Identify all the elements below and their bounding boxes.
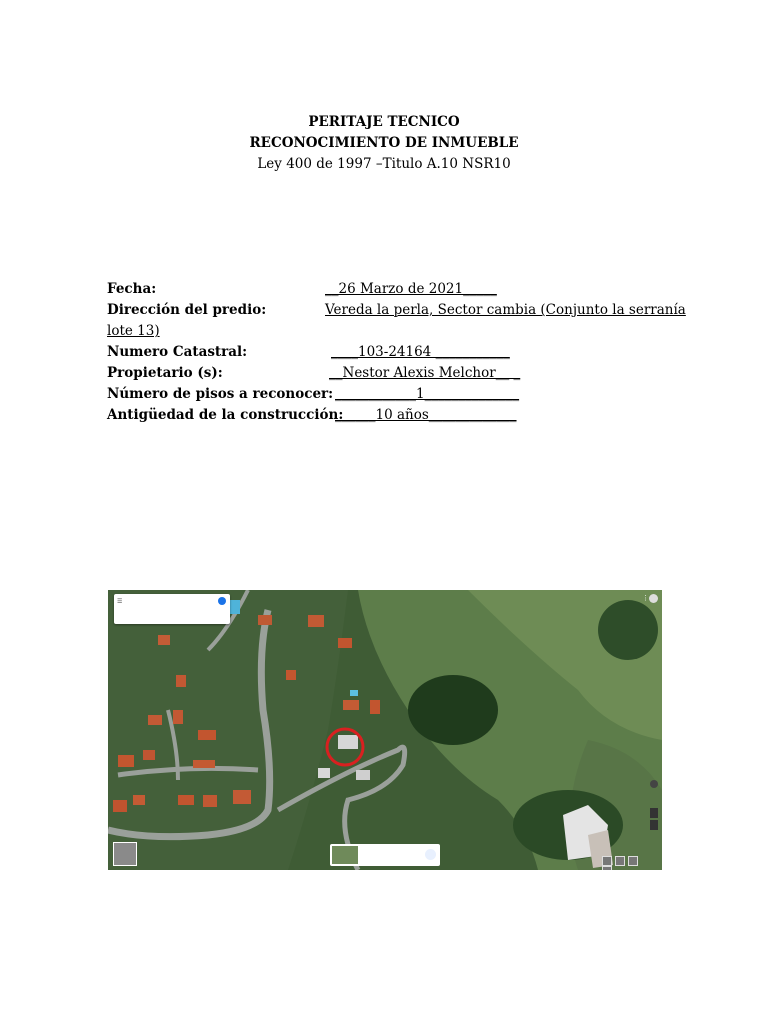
- field-propietario: [107, 363, 667, 384]
- field-label: Antigüedad de la construcción:: [107, 407, 344, 423]
- field-catastral: [107, 342, 667, 363]
- place-thumbnail: [332, 846, 358, 864]
- layers-icon[interactable]: [113, 842, 137, 866]
- field-value: ______10 años_____________: [335, 407, 517, 423]
- field-pisos: [107, 384, 667, 405]
- apps-icon[interactable]: ⋮: [642, 594, 649, 602]
- map-top-controls: [642, 594, 658, 604]
- satellite-imagery: [108, 590, 662, 870]
- field-antiguedad: [107, 405, 667, 426]
- field-value: __26 Marzo de 2021_____: [325, 281, 497, 297]
- document-header: [0, 112, 768, 175]
- field-fecha: [107, 279, 667, 300]
- field-label: Fecha:: [107, 281, 157, 297]
- property-fields: [107, 279, 686, 426]
- field-value: Vereda la perla, Sector cambia (Conjunto la serranía: [325, 302, 686, 318]
- field-value: ____103-24164 ___________: [331, 344, 510, 360]
- place-card[interactable]: [330, 844, 440, 866]
- satellite-map-image: [108, 590, 662, 870]
- map-zoom-controls: [650, 780, 658, 840]
- directions-icon[interactable]: [425, 849, 436, 860]
- account-icon[interactable]: [649, 594, 658, 603]
- field-label: Dirección del predio:: [107, 302, 267, 318]
- document-subtitle: RECONOCIMIENTO DE INMUEBLE: [249, 135, 519, 151]
- document-title: PERITAJE TECNICO: [308, 114, 460, 130]
- field-value-continued: lote 13): [107, 323, 160, 339]
- field-direccion: [107, 300, 686, 342]
- menu-icon[interactable]: ☰: [117, 598, 123, 605]
- pegman-icon[interactable]: [650, 780, 658, 788]
- law-reference: Ley 400 de 1997 –Titulo A.10 NSR10: [257, 156, 511, 172]
- field-value: __Nestor Alexis Melchor__ _: [329, 365, 521, 381]
- zoom-out-icon[interactable]: [650, 820, 658, 830]
- field-label: Número de pisos a reconocer:: [107, 386, 334, 402]
- field-label: Propietario (s):: [107, 365, 223, 381]
- field-value: ____________1______________: [335, 386, 520, 402]
- zoom-in-icon[interactable]: [650, 808, 658, 818]
- directions-icon[interactable]: [218, 597, 226, 605]
- map-search-box[interactable]: [114, 594, 230, 624]
- map-view-thumbnails[interactable]: [602, 856, 648, 866]
- field-label: Numero Catastral:: [107, 344, 248, 360]
